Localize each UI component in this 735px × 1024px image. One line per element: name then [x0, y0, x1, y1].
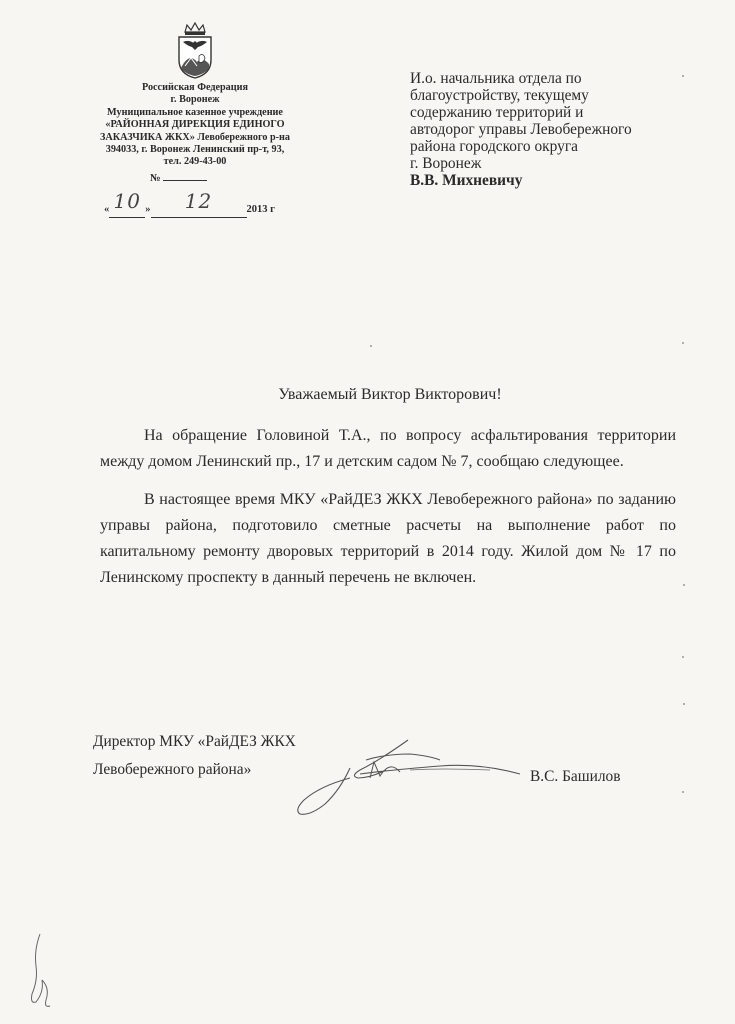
body-paragraph: На обращение Головиной Т.А., по вопросу асфальтирования территории между домом Ленинский пр., 17 и детским садом № 7, сообщаю следующее.: [100, 427, 676, 470]
addressee-line: благоустройству, текущему: [410, 87, 589, 104]
handwritten-signature: [290, 730, 530, 820]
signatory-title-line: Директор МКУ «РайДЕЗ ЖКХ: [93, 733, 296, 750]
addressee-line: района городского округа: [410, 138, 578, 155]
scan-speck: [682, 342, 684, 344]
signatory-title: [93, 728, 296, 784]
scan-speck: [682, 656, 684, 658]
letter-body: [100, 423, 676, 591]
signatory-title-line: Левобережного района»: [93, 761, 252, 778]
handwritten-initials: [22, 930, 62, 1010]
outgoing-date: [104, 189, 275, 218]
addressee-block: [410, 70, 680, 189]
scan-speck: [370, 345, 372, 347]
salutation: Уважаемый Виктор Викторович!: [278, 386, 502, 403]
number-label: №: [150, 173, 161, 184]
letterhead: [78, 22, 312, 169]
addressee-line: И.о. начальника отдела по: [410, 70, 582, 87]
date-close-quote: »: [145, 204, 151, 215]
addressee-line: автодорог управы Левобережного: [410, 121, 632, 138]
letterhead-org-name-1: «РАЙОННАЯ ДИРЕКЦИЯ ЕДИНОГО: [105, 119, 285, 131]
date-month: 12: [184, 189, 213, 213]
coat-of-arms-icon: [175, 22, 215, 80]
scan-speck: [682, 75, 684, 77]
signer-name: В.С. Башилов: [530, 768, 621, 785]
addressee-name: В.В. Михневичу: [410, 172, 523, 189]
addressee-line: г. Воронеж: [410, 155, 482, 172]
letterhead-org-name-2: ЗАКАЗЧИКА ЖКХ» Левобережного р-на: [100, 131, 290, 143]
body-paragraph: В настоящее время МКУ «РайДЕЗ ЖКХ Левобережного района» по заданию управы района, подготовило сметные расчеты на выполнение работ по капитальному ремонту дворовых территорий в 2014 году. Жилой дом № 17 по Ленинскому проспекту в данный перечень не включен.: [100, 491, 676, 586]
letterhead-city: г. Воронеж: [170, 94, 220, 106]
number-underline: [163, 180, 207, 181]
date-day: 10: [113, 189, 141, 213]
letterhead-address: 394033, г. Воронеж Ленинский пр-т, 93,: [105, 144, 285, 156]
addressee-line: содержанию территорий и: [410, 104, 584, 121]
letterhead-country: Российская Федерация: [141, 82, 249, 93]
scan-speck: [682, 791, 684, 793]
date-open-quote: «: [104, 204, 110, 215]
scan-speck: [683, 703, 685, 705]
letterhead-org-type: Муниципальное казенное учреждение: [107, 106, 283, 118]
outgoing-number: [150, 173, 207, 184]
letterhead-phone: тел. 249-43-00: [163, 156, 227, 168]
scan-speck: [683, 584, 685, 586]
date-year: 2013 г: [246, 204, 275, 215]
